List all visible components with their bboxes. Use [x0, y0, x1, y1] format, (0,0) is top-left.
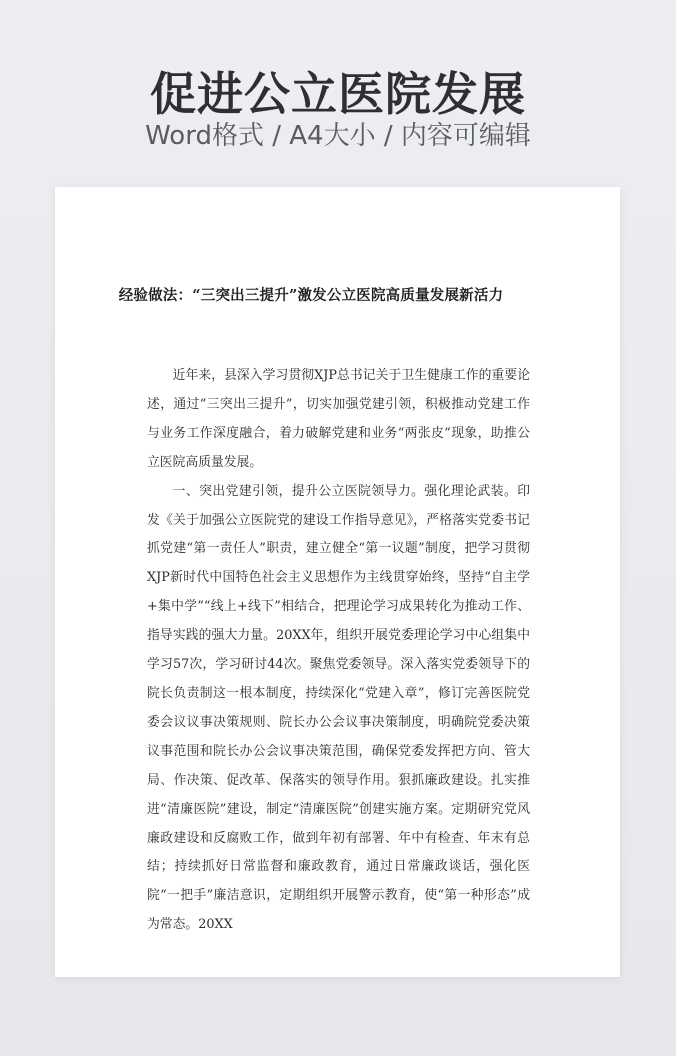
document-body	[147, 362, 530, 940]
document-title: 经验做法：“三突出三提升”激发公立医院高质量发展新活力	[118, 287, 504, 304]
paragraph-intro: 近年来，县深入学习贯彻XJP总书记关于卫生健康工作的重要论述，通过“三突出三提升”，切实加强党建引领，积极推动党建工作与业务工作深度融合，着力破解党建和业务“两张皮”现象，助推公立医院高质量发展。	[147, 368, 530, 470]
banner-subtitle: Word格式 / A4大小 / 内容可编辑	[145, 121, 531, 151]
paragraph-section-one: 一、突出党建引领，提升公立医院领导力。强化理论武装。印发《关于加强公立医院党的建设工作指导意见》，严格落实党委书记抓党建“第一责任人”职责，建立健全“第一议题”制度，把学习贯彻XJP新时代中国特色社会主义思想作为主线贯穿始终，坚持“自主学+集中学”“线上+线下”相结合，把理论学习成果转化为推动工作、指导实践的强大力量。20XX年，组织开展党委理论学习中心组集中学习57次，学习研讨44次。聚焦党委领导。深入落实党委领导下的院长负责制这一根本制度，持续深化“党建入章”，修订完善医院党委会议议事决策规则、院长办公会议事决策制度，明确院党委决策议事范围和院长办公会议事决策范围，确保党委发挥把方向、管大局、作决策、促改革、保落实的领导作用。狠抓廉政建设。扎实推进“清廉医院”建设，制定“清廉医院”创建实施方案。定期研究党风廉政建设和反腐败工作，做到年初有部署、年中有检查、年末有总结；持续抓好日常监督和廉政教育，通过日常廉政谈话，强化医院“一把手”廉洁意识，定期组织开展警示教育，使“第一种形态”成为常态。20XX	[147, 483, 530, 933]
banner-title: 促进公立医院发展	[150, 67, 526, 121]
banner	[0, 0, 676, 180]
